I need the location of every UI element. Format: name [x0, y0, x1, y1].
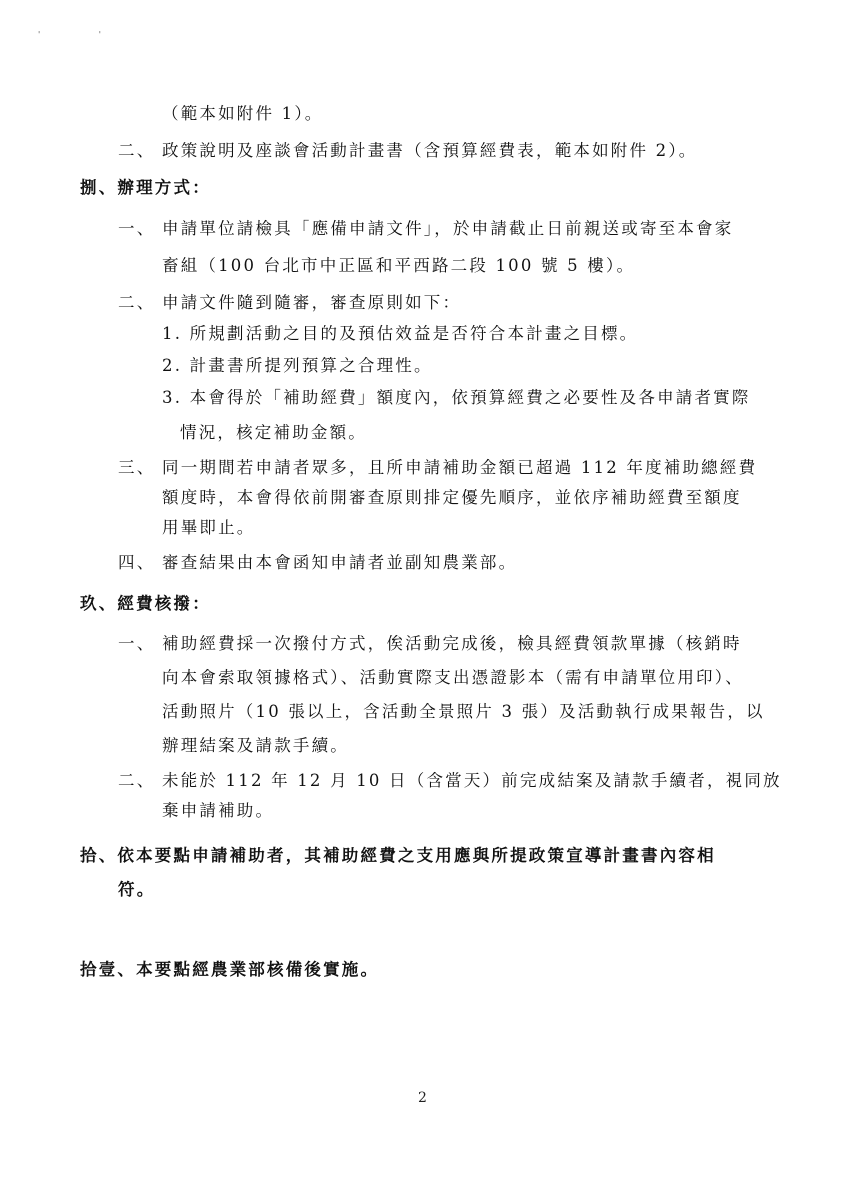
- item-text: 用畢即止。: [162, 518, 256, 537]
- section-heading-9: 玖、經費核撥：: [80, 594, 211, 613]
- item-text: 辦理結案及請款手續。: [162, 736, 349, 755]
- criteria-item: 1. 所規劃活動之目的及預估效益是否符合本計畫之目標。: [162, 324, 639, 343]
- section-10-text: 拾、依本要點申請補助者，其補助經費之支用應與所提政策宣導計畫書內容相: [80, 846, 716, 865]
- section-11-text: 拾壹、本要點經農業部核備後實施。: [80, 960, 380, 979]
- scan-specks: ' ': [38, 30, 129, 39]
- section-10-text: 符。: [118, 880, 156, 899]
- item-number: 三、: [118, 458, 156, 477]
- item-text: 活動照片（10 張以上，含活動全景照片 3 張）及活動執行成果報告，以: [162, 702, 765, 721]
- item-text: 補助經費採一次撥付方式，俟活動完成後，檢具經費領款單據（核銷時: [162, 634, 742, 653]
- section-heading-8: 捌、辦理方式：: [80, 178, 211, 197]
- criteria-item: 2. 計畫書所提列預算之合理性。: [162, 356, 433, 375]
- criteria-item: 3. 本會得於「補助經費」額度內，依預算經費之必要性及各申請者實際: [162, 388, 751, 407]
- item-text: 審查結果由本會函知申請者並副知農業部。: [162, 553, 518, 572]
- item-number: 四、: [118, 553, 156, 572]
- item-text: 同一期間若申請者眾多，且所申請補助金額已超過 112 年度補助總經費: [162, 458, 758, 477]
- continuation-line: （範本如附件 1）。: [162, 104, 324, 123]
- item-text: 未能於 112 年 12 月 10 日（含當天）前完成結案及請款手續者，視同放: [162, 771, 782, 790]
- item-text: 政策說明及座談會活動計畫書（含預算經費表，範本如附件 2）。: [162, 141, 698, 160]
- item-number: 一、: [118, 634, 156, 653]
- page-number: 2: [418, 1090, 427, 1106]
- item-text: 畜組（100 台北市中正區和平西路二段 100 號 5 樓）。: [162, 256, 636, 275]
- item-text: 申請單位請檢具「應備申請文件」，於申請截止日前親送或寄至本會家: [162, 219, 734, 238]
- item-text: 申請文件隨到隨審，審查原則如下：: [162, 293, 462, 312]
- item-number: 一、: [118, 219, 156, 238]
- criteria-item: 情況，核定補助金額。: [180, 423, 367, 442]
- item-text: 向本會索取領據格式）、活動實際支出憑證影本（需有申請單位用印）、: [162, 668, 744, 687]
- item-number: 二、: [118, 141, 156, 160]
- item-text: 棄申請補助。: [162, 801, 275, 820]
- item-number: 二、: [118, 771, 156, 790]
- item-number: 二、: [118, 293, 156, 312]
- item-text: 額度時，本會得依前開審查原則排定優先順序，並依序補助經費至額度: [162, 488, 742, 507]
